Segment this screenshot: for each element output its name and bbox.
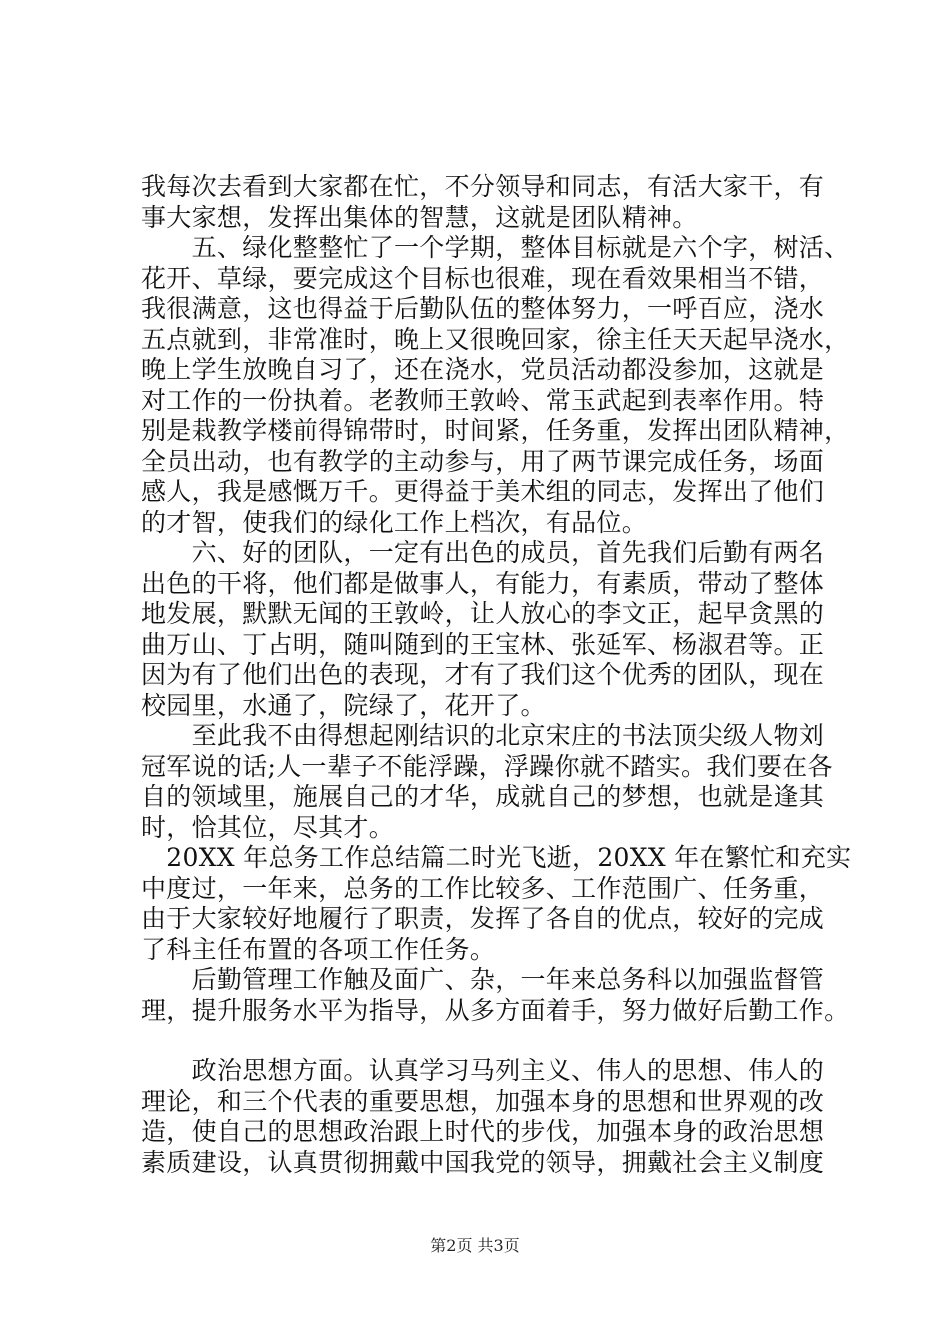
text-line: 的才智，使我们的绿化工作上档次，有品位。 [141, 507, 648, 537]
text-line: 由于大家较好地履行了职责，发挥了各自的优点，较好的完成 [141, 904, 825, 933]
text-line: 曲万山、丁占明，随叫随到的王宝林、张延军、杨淑君等。正 [141, 629, 825, 659]
text-line: 感人，我是感慨万千。更得益于美术组的同志，发挥出了他们 [141, 477, 825, 506]
text-line: 理，提升服务水平为指导，从多方面着手，努力做好后勤工作。 [141, 995, 850, 1025]
text-line: 别是栽教学楼前得锦带时，时间紧，任务重，发挥出团队精神， [141, 416, 850, 445]
text-line: 时，恰其位，尽其才。 [141, 812, 395, 842]
text-line: 20XX 年总务工作总结篇二时光飞逝，20XX 年在繁忙和充实 [141, 843, 852, 872]
text-line: 对工作的一份执着。老教师王敦岭、常玉武起到表率作用。特 [141, 385, 825, 415]
page-footer [0, 1236, 950, 1256]
text-line: 冠军说的话;人一辈子不能浮躁，浮躁你就不踏实。我们要在各 [141, 751, 833, 781]
text-line: 出色的干将，他们都是做事人，有能力，有素质，带动了整体 [141, 568, 825, 598]
text-line: 中度过，一年来，总务的工作比较多、工作范围广、任务重， [141, 873, 825, 903]
blank-line [141, 1026, 841, 1056]
text-line: 五点就到，非常准时，晚上又很晚回家，徐主任天天起早浇水， [141, 324, 850, 354]
text-line: 六、好的团队，一定有出色的成员，首先我们后勤有两名 [141, 538, 825, 567]
text-line: 后勤管理工作触及面广、杂，一年来总务科以加强监督管 [141, 965, 825, 994]
text-line: 素质建设，认真贯彻拥戴中国我党的领导，拥戴社会主义制度 [141, 1147, 825, 1177]
text-line: 因为有了他们出色的表现，才有了我们这个优秀的团队，现在 [141, 660, 825, 689]
text-line: 至此我不由得想起刚结识的北京宋庄的书法顶尖级人物刘 [141, 721, 825, 750]
text-line: 全员出动，也有教学的主动参与，用了两节课完成任务，场面 [141, 446, 825, 476]
text-line: 五、绿化整整忙了一个学期，整体目标就是六个字，树活、 [141, 233, 850, 262]
text-line: 我很满意，这也得益于后勤队伍的整体努力，一呼百应，浇水 [141, 294, 825, 323]
text-line: 政治思想方面。认真学习马列主义、伟人的思想、伟人的 [141, 1056, 825, 1085]
text-line: 我每次去看到大家都在忙，不分领导和同志，有活大家干，有 [141, 172, 825, 201]
text-line: 事大家想，发挥出集体的智慧，这就是团队精神。 [141, 202, 698, 232]
text-line: 了科主任布置的各项工作任务。 [141, 934, 496, 964]
text-line: 晚上学生放晚自习了，还在浇水，党员活动都没参加，这就是 [141, 355, 825, 384]
text-line: 校园里，水通了，院绿了，花开了。 [141, 690, 546, 720]
text-line: 自的领域里，施展自己的才华，成就自己的梦想，也就是逢其 [141, 782, 825, 811]
text-line: 地发展，默默无闻的王敦岭，让人放心的李文正，起早贪黑的 [141, 599, 825, 628]
text-line: 花开、草绿，要完成这个目标也很难，现在看效果相当不错， [141, 263, 825, 293]
text-line: 理论，和三个代表的重要思想，加强本身的思想和世界观的改 [141, 1086, 825, 1116]
body-text [141, 172, 852, 1178]
page-number: 第2页 共3页 [430, 1236, 520, 1255]
text-line: 造，使自己的思想政治跟上时代的步伐，加强本身的政治思想 [141, 1117, 825, 1146]
